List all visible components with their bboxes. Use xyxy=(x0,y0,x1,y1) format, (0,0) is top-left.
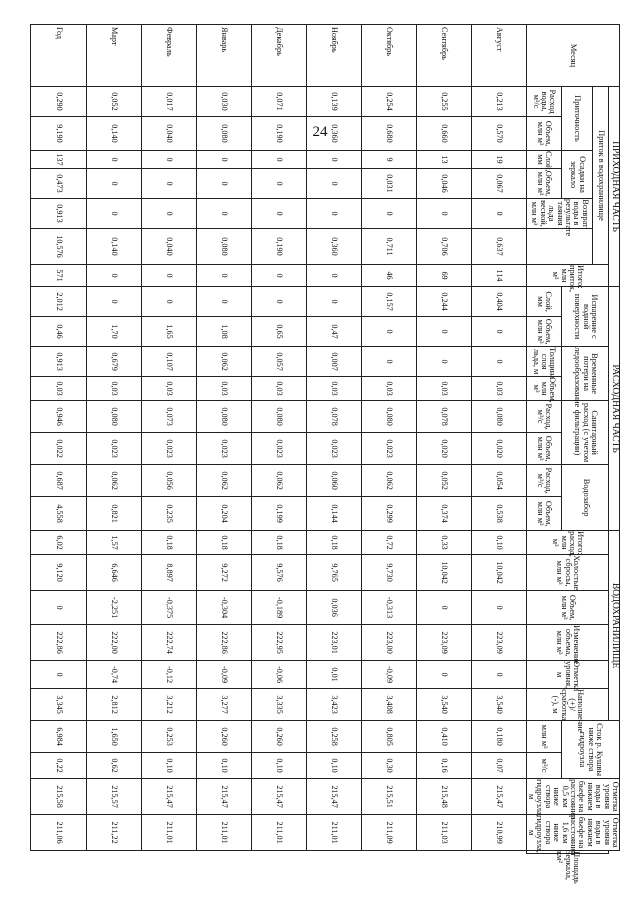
table-cell: 0,805 xyxy=(361,721,416,753)
table-cell: 0,080 xyxy=(251,401,306,433)
header-row-1 xyxy=(609,25,620,854)
level-header: Отметка уровня, м xyxy=(526,661,609,689)
table-cell: 0,360 xyxy=(306,117,361,151)
temp-volume-header: Объем, млн м³ xyxy=(526,377,562,401)
table-body xyxy=(31,25,526,854)
table-cell: -0,375 xyxy=(141,591,196,625)
table-cell: 9,730 xyxy=(361,555,416,591)
table-cell: 211,01 xyxy=(306,815,361,851)
precip-volume-header: Объем, млн м³ xyxy=(526,169,562,199)
table-cell: -0,12 xyxy=(141,661,196,689)
table-cell: 69 xyxy=(416,265,471,287)
table-cell: 0,03 xyxy=(31,377,86,401)
table-cell: 210,99 xyxy=(471,815,526,851)
table-cell: 211,03 xyxy=(416,815,471,851)
table-cell: 0,538 xyxy=(471,497,526,531)
table-row xyxy=(86,25,141,854)
table-cell: 0,254 xyxy=(361,87,416,117)
table-cell: 0,473 xyxy=(31,169,86,199)
table-cell: 0,03 xyxy=(416,377,471,401)
table-cell: 3,408 xyxy=(361,689,416,721)
table-cell: -0,74 xyxy=(86,661,141,689)
table-cell: 0,062 xyxy=(196,347,251,377)
table-cell: 0,03 xyxy=(141,377,196,401)
table-cell: 0,023 xyxy=(361,433,416,465)
table-cell: 10,042 xyxy=(416,555,471,591)
table-cell: -0,09 xyxy=(361,661,416,689)
table-cell: 0,080 xyxy=(196,117,251,151)
table-cell: 215,51 xyxy=(361,779,416,815)
expense-group-header: РАСХОДНАЯ ЧАСТЬ xyxy=(609,287,620,531)
table-cell: 0,062 xyxy=(361,465,416,497)
table-cell: 46 xyxy=(361,265,416,287)
table-cell: 0,299 xyxy=(361,497,416,531)
table-cell: 0,18 xyxy=(141,531,196,555)
table-cell: 0 xyxy=(251,169,306,199)
table-cell: 1,650 xyxy=(86,721,141,753)
table-cell: 0 xyxy=(361,347,416,377)
table-cell: 3,277 xyxy=(196,689,251,721)
month-cell: Август xyxy=(471,25,526,87)
table-cell: 0,03 xyxy=(306,377,361,401)
table-cell: 0,078 xyxy=(306,401,361,433)
table-cell: 0,023 xyxy=(86,433,141,465)
table-cell: 0,062 xyxy=(251,465,306,497)
table-cell: 114 xyxy=(471,265,526,287)
san-rate-header: Расход, м³/с xyxy=(526,401,562,433)
table-cell: 0 xyxy=(416,199,471,229)
table-cell: 0,404 xyxy=(471,287,526,317)
table-cell: 211,22 xyxy=(86,815,141,851)
table-cell: 0,180 xyxy=(471,721,526,753)
table-cell: 0,078 xyxy=(416,401,471,433)
table-cell: 3,212 xyxy=(141,689,196,721)
table-cell: 0 xyxy=(251,199,306,229)
table-cell: 4,558 xyxy=(31,497,86,531)
table-cell: 3,335 xyxy=(251,689,306,721)
table-cell: 0,360 xyxy=(306,229,361,265)
table-cell: 0,22 xyxy=(31,753,86,779)
table-cell: 0 xyxy=(306,199,361,229)
table-cell: 0,071 xyxy=(251,87,306,117)
total-expense-header: Итого: расход, млн м³ xyxy=(526,531,609,555)
table-cell: 1,70 xyxy=(86,317,141,347)
table-cell: 0,10 xyxy=(196,753,251,779)
table-cell: 0,040 xyxy=(141,117,196,151)
table-cell: 211,01 xyxy=(196,815,251,851)
table-cell: 222,86 xyxy=(31,625,86,661)
table-cell: 0,020 xyxy=(416,433,471,465)
fill-header: Наполнение (+)/сработка (-), м xyxy=(526,689,609,721)
downstream-16-header: Отметка уровня воды в нижнем бьефе на расстоянии 1,6 км ниже створа гидроузла, м xyxy=(526,815,620,856)
table-cell: 0,570 xyxy=(471,117,526,151)
table-cell: 0,023 xyxy=(306,433,361,465)
table-row xyxy=(416,25,471,854)
table-cell: 0,18 xyxy=(306,531,361,555)
table-cell: 223,09 xyxy=(416,625,471,661)
table-cell: 1,57 xyxy=(86,531,141,555)
table-cell: 0 xyxy=(141,199,196,229)
table-cell: 0 xyxy=(251,265,306,287)
table-cell: 0,913 xyxy=(31,199,86,229)
precip-layer-header: Слой, мм xyxy=(526,151,562,169)
table-cell: 0 xyxy=(196,265,251,287)
table-cell: 0,374 xyxy=(416,497,471,531)
table-cell: 0,017 xyxy=(141,87,196,117)
table-cell: 0,706 xyxy=(416,229,471,265)
table-cell: 0 xyxy=(416,661,471,689)
table-cell: 0,080 xyxy=(196,401,251,433)
table-cell: 0 xyxy=(416,591,471,625)
rotated-table-inner xyxy=(54,24,620,884)
table-cell: 0 xyxy=(196,151,251,169)
table-cell: 1,65 xyxy=(141,317,196,347)
table-cell: 0,10 xyxy=(251,753,306,779)
table-cell: 0,062 xyxy=(86,465,141,497)
table-cell: 0,031 xyxy=(361,169,416,199)
table-cell: 215,48 xyxy=(416,779,471,815)
table-cell: 0 xyxy=(471,591,526,625)
table-cell: 0,062 xyxy=(196,465,251,497)
table-cell: 0,213 xyxy=(471,87,526,117)
table-cell: 0,62 xyxy=(86,753,141,779)
table-cell: 0,204 xyxy=(196,497,251,531)
table-cell: 211,01 xyxy=(141,815,196,851)
table-cell: 215,47 xyxy=(141,779,196,815)
table-cell: 222,86 xyxy=(196,625,251,661)
table-cell: 6,646 xyxy=(86,555,141,591)
table-cell: 2,812 xyxy=(86,689,141,721)
table-cell: 0,72 xyxy=(361,531,416,555)
table-cell: 9 xyxy=(361,151,416,169)
table-cell: 0 xyxy=(196,169,251,199)
table-cell: 0,07 xyxy=(471,753,526,779)
table-cell: 9,272 xyxy=(196,555,251,591)
table-cell: 6,984 xyxy=(31,721,86,753)
table-cell: 0,052 xyxy=(416,465,471,497)
table-cell: 0 xyxy=(86,151,141,169)
table-row xyxy=(141,25,196,854)
table-cell: 6,02 xyxy=(31,531,86,555)
table-cell: 0,139 xyxy=(306,87,361,117)
table-cell: 0,080 xyxy=(86,401,141,433)
table-cell: 0,235 xyxy=(141,497,196,531)
ice-return-spacer xyxy=(526,229,593,265)
table-cell: 223,01 xyxy=(306,625,361,661)
table-row xyxy=(251,25,306,854)
evaporation-header: Испарение с водной поверхности xyxy=(562,287,609,347)
inflow-header: Приток в водохранилище xyxy=(593,87,609,265)
month-cell: Октябрь xyxy=(361,25,416,87)
table-cell: 0,067 xyxy=(471,169,526,199)
table-cell: 0,03 xyxy=(361,377,416,401)
table-cell: 0,913 xyxy=(31,347,86,377)
table-row xyxy=(471,25,526,854)
table-cell: 0 xyxy=(416,347,471,377)
table-cell: 0,060 xyxy=(306,465,361,497)
reservoir-group-header: ВОДОХРАНИЛИЩЕ xyxy=(609,531,620,721)
flow-rate-header: Расход воды, м³/с xyxy=(526,87,562,117)
table-cell: 0,821 xyxy=(86,497,141,531)
table-cell: 211,01 xyxy=(251,815,306,851)
table-cell: 0 xyxy=(471,347,526,377)
table-cell: 0,679 xyxy=(86,347,141,377)
table-cell: 0,680 xyxy=(361,117,416,151)
table-cell: 0,258 xyxy=(306,721,361,753)
table-cell: 0,687 xyxy=(31,465,86,497)
table-cell: 0 xyxy=(251,151,306,169)
table-cell: 9,120 xyxy=(31,555,86,591)
month-header: Месяц xyxy=(526,25,619,87)
table-cell: 0,10 xyxy=(471,531,526,555)
stock-header: Сток р. Кушвы ниже створа гидроузла xyxy=(562,721,620,779)
table-cell: 2,012 xyxy=(31,287,86,317)
table-cell: 0 xyxy=(251,287,306,317)
table-cell: 0,410 xyxy=(416,721,471,753)
table-cell: 0,244 xyxy=(416,287,471,317)
table-cell: 0 xyxy=(361,199,416,229)
table-cell: 9,765 xyxy=(306,555,361,591)
intake-volume-header: Объем, млн м³ xyxy=(526,497,562,531)
table-cell: 222,95 xyxy=(251,625,306,661)
table-cell: 0,18 xyxy=(251,531,306,555)
table-cell: 0,30 xyxy=(361,753,416,779)
table-cell: 0,253 xyxy=(141,721,196,753)
rotated-table-container xyxy=(54,24,620,884)
table-cell: 0,144 xyxy=(306,497,361,531)
sanitary-header: Санитарный расход (с учетом фильтрации) xyxy=(562,401,609,465)
table-cell: 0,03 xyxy=(196,377,251,401)
table-cell: 0 xyxy=(141,287,196,317)
table-cell: 0,260 xyxy=(196,721,251,753)
table-cell: 10,042 xyxy=(471,555,526,591)
table-cell: 0 xyxy=(306,151,361,169)
table-cell: 0 xyxy=(31,661,86,689)
table-cell: 222,74 xyxy=(141,625,196,661)
table-cell: 3,423 xyxy=(306,689,361,721)
income-group-header: ПРИХОДНАЯ ЧАСТЬ xyxy=(609,87,620,287)
table-cell: 0,47 xyxy=(306,317,361,347)
table-cell: 13 xyxy=(416,151,471,169)
total-income-header: Итого: приток, млн м³ xyxy=(526,265,609,287)
table-cell: 0 xyxy=(141,265,196,287)
table-cell: 0,01 xyxy=(306,661,361,689)
table-cell: 0 xyxy=(86,265,141,287)
area-header: Площадь зеркала, км² xyxy=(526,851,609,854)
pritochnost-header: Приточность xyxy=(562,87,593,151)
table-cell: 0 xyxy=(196,287,251,317)
table-cell: 0,33 xyxy=(416,531,471,555)
table-cell: 0,023 xyxy=(196,433,251,465)
table-cell: 215,57 xyxy=(86,779,141,815)
table-cell: 0,10 xyxy=(141,753,196,779)
table-cell: 0,046 xyxy=(416,169,471,199)
table-row xyxy=(31,25,86,854)
table-cell: 0 xyxy=(31,591,86,625)
table-cell: -0,06 xyxy=(251,661,306,689)
table-row xyxy=(196,25,251,854)
table-cell: 0,255 xyxy=(416,87,471,117)
table-cell: 0,036 xyxy=(306,591,361,625)
month-cell: Февраль xyxy=(141,25,196,87)
table-cell: 0,080 xyxy=(196,229,251,265)
table-cell: 0,190 xyxy=(251,229,306,265)
table-cell: 215,58 xyxy=(31,779,86,815)
table-cell: 0,199 xyxy=(251,497,306,531)
table-cell: 0 xyxy=(416,317,471,347)
table-cell: 223,00 xyxy=(361,625,416,661)
table-cell: 0 xyxy=(471,661,526,689)
table-cell: 0,946 xyxy=(31,401,86,433)
table-cell: 8,897 xyxy=(141,555,196,591)
idle-discharge-header: Холостые сбросы, млн м³ xyxy=(526,555,609,591)
table-cell: 0,056 xyxy=(141,465,196,497)
table-cell: 0,030 xyxy=(196,87,251,117)
downstream-05-header: Отметка уровня воды в нижнем бьефе на расстоянии 0,5 км ниже створа гидроузла, м xyxy=(526,779,620,820)
san-volume-header: Объем, млн м³ xyxy=(526,433,562,465)
ice-thickness-header: Толщина слоя льда, м xyxy=(526,347,562,377)
table-cell: 0 xyxy=(306,169,361,199)
table-cell: -0,313 xyxy=(361,591,416,625)
table-cell: -0,189 xyxy=(251,591,306,625)
table-cell: 3,540 xyxy=(416,689,471,721)
table-cell: 0,711 xyxy=(361,229,416,265)
table-cell: 137 xyxy=(31,151,86,169)
table-cell: -2,251 xyxy=(86,591,141,625)
table-cell: 10,576 xyxy=(31,229,86,265)
table-cell: 1,08 xyxy=(196,317,251,347)
table-cell: 0,260 xyxy=(251,721,306,753)
month-cell: Год xyxy=(31,25,86,87)
table-cell: 0,140 xyxy=(86,117,141,151)
table-cell: 215,47 xyxy=(196,779,251,815)
month-cell: Январь xyxy=(196,25,251,87)
volume-change-header: Изменение объема, млн м³ xyxy=(526,625,609,661)
table-cell: 0 xyxy=(361,317,416,347)
table-cell: 0 xyxy=(306,287,361,317)
table-cell: 0,023 xyxy=(141,433,196,465)
table-cell: 0 xyxy=(306,265,361,287)
table-cell: 0,10 xyxy=(306,753,361,779)
table-cell: 0,03 xyxy=(86,377,141,401)
temp-loss-header: Временные потери на ледообразование xyxy=(562,347,609,401)
table-cell: 0,190 xyxy=(251,117,306,151)
table-cell: 0 xyxy=(86,287,141,317)
table-cell: 211,06 xyxy=(31,815,86,851)
table-cell: 0,080 xyxy=(361,401,416,433)
table-cell: 223,09 xyxy=(471,625,526,661)
table-cell: 0,057 xyxy=(251,347,306,377)
table-cell: 0,157 xyxy=(361,287,416,317)
table-cell: 0 xyxy=(196,199,251,229)
table-cell: 0 xyxy=(471,199,526,229)
table-cell: 3,540 xyxy=(471,689,526,721)
table-cell: 215,47 xyxy=(306,779,361,815)
table-cell: 0,637 xyxy=(471,229,526,265)
table-cell: 215,47 xyxy=(251,779,306,815)
month-cell: Декабрь xyxy=(251,25,306,87)
intake-rate-header: Расход, м³/с xyxy=(526,465,562,497)
month-cell: Сентябрь xyxy=(416,25,471,87)
table-cell: 0 xyxy=(141,151,196,169)
month-cell: Март xyxy=(86,25,141,87)
table-cell: 0,020 xyxy=(471,433,526,465)
table-cell: 0,022 xyxy=(31,433,86,465)
table-cell: 0,080 xyxy=(471,401,526,433)
table-cell: 571 xyxy=(31,265,86,287)
table-cell: 9,190 xyxy=(31,117,86,151)
table-cell: 0,023 xyxy=(251,433,306,465)
reservoir-volume-header: Объем, млн м³ xyxy=(526,591,609,625)
table-row xyxy=(306,25,361,854)
osadki-header: Осадки на зеркало xyxy=(562,151,593,199)
table-cell: 0,073 xyxy=(141,401,196,433)
intake-header: Водозабор xyxy=(562,465,609,531)
ice-return-header: Возврат воды в результате таяния льда весной, млн м³ xyxy=(526,199,593,229)
table-cell: 0,107 xyxy=(141,347,196,377)
table-cell: 0,052 xyxy=(86,87,141,117)
table-cell: 0 xyxy=(471,317,526,347)
table-cell: 0,007 xyxy=(306,347,361,377)
table-cell: 0,16 xyxy=(416,753,471,779)
table-cell: 0,18 xyxy=(196,531,251,555)
stock-mln-header: млн м³ xyxy=(526,721,562,753)
table-row xyxy=(361,25,416,854)
header-row-4 xyxy=(526,25,562,854)
inflow-volume-header: Объем, млн м³ xyxy=(526,117,562,151)
table-cell: 0,03 xyxy=(471,377,526,401)
table-cell: 0 xyxy=(86,199,141,229)
table-cell: 19 xyxy=(471,151,526,169)
table-cell: -0,304 xyxy=(196,591,251,625)
table-cell: 0 xyxy=(86,169,141,199)
table-cell: 9,576 xyxy=(251,555,306,591)
evap-layer-header: Слой, мм xyxy=(526,287,562,317)
table-cell: 0,054 xyxy=(471,465,526,497)
table-cell: 0,290 xyxy=(31,87,86,117)
table-cell: 0 xyxy=(141,169,196,199)
evap-volume-header: Объем, млн м³ xyxy=(526,317,562,347)
page-number: 24 xyxy=(312,124,328,140)
table-cell: 0,660 xyxy=(416,117,471,151)
table-cell: -0,09 xyxy=(196,661,251,689)
month-cell: Ноябрь xyxy=(306,25,361,87)
table-cell: 222,00 xyxy=(86,625,141,661)
table-cell: 0,040 xyxy=(141,229,196,265)
table-cell: 0,03 xyxy=(251,377,306,401)
table-cell: 3,345 xyxy=(31,689,86,721)
table-cell: 211,09 xyxy=(361,815,416,851)
table-cell: 215,47 xyxy=(471,779,526,815)
reservoir-water-balance-table xyxy=(30,24,620,884)
table-cell: 0,140 xyxy=(86,229,141,265)
stock-rate-header: м³/с xyxy=(526,753,562,779)
table-cell: 0,46 xyxy=(31,317,86,347)
table-cell: 0,65 xyxy=(251,317,306,347)
